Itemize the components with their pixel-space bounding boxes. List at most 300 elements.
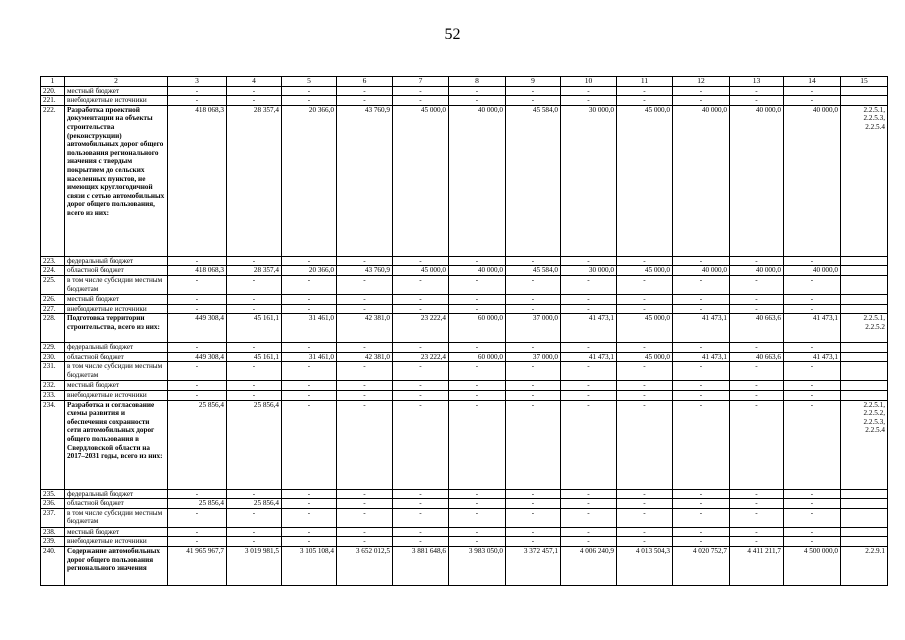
value-cell: 42 381,0 [337, 352, 393, 362]
value-cell: - [282, 527, 337, 537]
value-cell: 449 308,4 [168, 352, 227, 362]
table-row [41, 314, 888, 343]
value-cell: - [784, 390, 841, 400]
row-label: Подготовка территории строительства, всего из них: [65, 314, 168, 343]
value-cell: - [506, 527, 561, 537]
table-row [41, 527, 888, 537]
table-row [41, 105, 888, 256]
value-cell: - [730, 304, 784, 314]
row-reference: 2.2.9.1 [841, 546, 888, 585]
value-cell: - [337, 256, 393, 266]
table-row [41, 266, 888, 276]
value-cell: 3 652 012,5 [337, 546, 393, 585]
value-cell: - [168, 294, 227, 304]
value-cell: - [730, 381, 784, 391]
value-cell: 3 019 981,5 [227, 546, 282, 585]
row-label: областной бюджет [65, 499, 168, 509]
value-cell: - [227, 343, 282, 353]
header-cell: 3 [168, 77, 227, 87]
row-label: Разработка проектной документации на объекты строительства (реконструкции) автомобильных дорог общего пользования регионального значения с твердым покрытием до сельских населенных пунктов, не имеющих круглогодичной связи с сетью автомобильных дорог общего пользования, всего из них: [65, 105, 168, 256]
table-row [41, 352, 888, 362]
value-cell: 40 000,0 [673, 105, 730, 256]
value-cell: 4 500 000,0 [784, 546, 841, 585]
value-cell: - [393, 381, 449, 391]
value-cell: - [282, 304, 337, 314]
value-cell: - [506, 275, 561, 294]
value-cell: - [784, 381, 841, 391]
table-row [41, 508, 888, 527]
value-cell: 45 584,0 [506, 105, 561, 256]
value-cell: 60 000,0 [449, 352, 506, 362]
value-cell: 40 000,0 [784, 105, 841, 256]
value-cell: - [282, 537, 337, 547]
value-cell: - [561, 86, 617, 96]
value-cell: 40 000,0 [730, 105, 784, 256]
value-cell: - [561, 527, 617, 537]
value-cell: - [393, 294, 449, 304]
row-number: 234. [41, 400, 65, 489]
value-cell: - [227, 489, 282, 499]
value-cell: - [617, 275, 673, 294]
value-cell: 41 473,1 [784, 352, 841, 362]
value-cell: - [506, 489, 561, 499]
row-number: 238. [41, 527, 65, 537]
value-cell: - [561, 537, 617, 547]
row-number: 232. [41, 381, 65, 391]
row-reference: 2.2.5.1, 2.2.5.3, 2.2.5.4 [841, 105, 888, 256]
value-cell: 45 000,0 [617, 266, 673, 276]
value-cell: 4 020 752,7 [673, 546, 730, 585]
value-cell: 25 856,4 [227, 400, 282, 489]
value-cell: - [506, 86, 561, 96]
value-cell: - [168, 275, 227, 294]
value-cell: - [617, 508, 673, 527]
value-cell: - [337, 275, 393, 294]
value-cell: - [227, 294, 282, 304]
header-cell: 15 [841, 77, 888, 87]
value-cell: - [673, 275, 730, 294]
value-cell: - [449, 499, 506, 509]
value-cell: - [227, 304, 282, 314]
value-cell: - [449, 86, 506, 96]
value-cell: - [730, 489, 784, 499]
budget-table [40, 76, 888, 586]
row-reference [841, 537, 888, 547]
page-number: 52 [444, 26, 461, 43]
value-cell: - [673, 86, 730, 96]
value-cell: - [730, 86, 784, 96]
row-reference [841, 508, 888, 527]
value-cell: 20 366,0 [282, 266, 337, 276]
row-label: внебюджетные источники [65, 304, 168, 314]
value-cell: - [506, 499, 561, 509]
value-cell: - [730, 527, 784, 537]
value-cell: - [337, 294, 393, 304]
value-cell: 37 000,0 [506, 352, 561, 362]
table-body [41, 77, 888, 586]
row-number: 227. [41, 304, 65, 314]
table-row [41, 256, 888, 266]
value-cell: - [449, 381, 506, 391]
value-cell: - [282, 86, 337, 96]
value-cell: - [784, 489, 841, 499]
value-cell: - [282, 489, 337, 499]
value-cell: - [730, 400, 784, 489]
table-row [41, 304, 888, 314]
row-number: 240. [41, 546, 65, 585]
value-cell: - [617, 294, 673, 304]
value-cell: - [282, 499, 337, 509]
value-cell: - [449, 390, 506, 400]
value-cell: - [617, 381, 673, 391]
value-cell: - [673, 527, 730, 537]
value-cell: 4 006 240,9 [561, 546, 617, 585]
row-reference [841, 362, 888, 381]
value-cell: - [393, 489, 449, 499]
value-cell: - [393, 275, 449, 294]
value-cell: - [673, 508, 730, 527]
row-label: местный бюджет [65, 381, 168, 391]
value-cell: - [506, 508, 561, 527]
value-cell: - [227, 390, 282, 400]
value-cell: - [337, 96, 393, 106]
value-cell: - [617, 256, 673, 266]
value-cell: - [282, 508, 337, 527]
value-cell: - [282, 381, 337, 391]
value-cell: - [784, 362, 841, 381]
table-row [41, 86, 888, 96]
value-cell: - [784, 343, 841, 353]
value-cell: - [168, 537, 227, 547]
value-cell: - [393, 96, 449, 106]
row-reference [841, 294, 888, 304]
row-label: областной бюджет [65, 352, 168, 362]
table-row [41, 294, 888, 304]
value-cell: - [561, 489, 617, 499]
value-cell: 45 000,0 [393, 266, 449, 276]
value-cell: - [393, 362, 449, 381]
value-cell: - [784, 96, 841, 106]
header-cell: 10 [561, 77, 617, 87]
value-cell: - [337, 537, 393, 547]
value-cell: 25 856,4 [227, 499, 282, 509]
value-cell: - [673, 343, 730, 353]
value-cell: - [449, 275, 506, 294]
value-cell: 23 222,4 [393, 314, 449, 343]
value-cell: - [449, 256, 506, 266]
value-cell: - [227, 508, 282, 527]
value-cell: 31 461,0 [282, 314, 337, 343]
value-cell: - [730, 362, 784, 381]
value-cell: - [168, 381, 227, 391]
header-cell: 14 [784, 77, 841, 87]
value-cell: - [561, 390, 617, 400]
value-cell: - [561, 96, 617, 106]
value-cell: - [617, 343, 673, 353]
value-cell: 3 881 648,6 [393, 546, 449, 585]
value-cell: - [784, 256, 841, 266]
value-cell: - [784, 275, 841, 294]
value-cell: - [393, 390, 449, 400]
value-cell: - [449, 294, 506, 304]
header-row [41, 77, 888, 87]
value-cell: - [282, 343, 337, 353]
value-cell: 43 760,9 [337, 266, 393, 276]
table-row [41, 499, 888, 509]
value-cell: - [282, 362, 337, 381]
row-reference [841, 86, 888, 96]
row-number: 239. [41, 537, 65, 547]
value-cell: 45 161,1 [227, 314, 282, 343]
value-cell: - [561, 499, 617, 509]
value-cell: - [168, 96, 227, 106]
value-cell: - [337, 527, 393, 537]
value-cell: - [337, 508, 393, 527]
value-cell: - [730, 537, 784, 547]
value-cell: - [784, 400, 841, 489]
value-cell: - [673, 489, 730, 499]
value-cell: 4 411 211,7 [730, 546, 784, 585]
value-cell: 25 856,4 [168, 400, 227, 489]
value-cell: - [506, 362, 561, 381]
value-cell: - [227, 362, 282, 381]
row-number: 221. [41, 96, 65, 106]
value-cell: - [227, 96, 282, 106]
value-cell: 60 000,0 [449, 314, 506, 343]
value-cell: - [617, 96, 673, 106]
value-cell: - [617, 527, 673, 537]
value-cell: - [784, 499, 841, 509]
value-cell: 418 068,3 [168, 105, 227, 256]
value-cell: - [506, 294, 561, 304]
row-reference [841, 489, 888, 499]
row-label: федеральный бюджет [65, 256, 168, 266]
value-cell: 37 000,0 [506, 314, 561, 343]
value-cell: - [168, 362, 227, 381]
value-cell: - [449, 96, 506, 106]
header-cell: 4 [227, 77, 282, 87]
value-cell: 4 013 504,3 [617, 546, 673, 585]
row-number: 228. [41, 314, 65, 343]
value-cell: - [168, 527, 227, 537]
value-cell: - [506, 400, 561, 489]
value-cell: 40 663,6 [730, 314, 784, 343]
value-cell: - [337, 390, 393, 400]
value-cell: - [337, 400, 393, 489]
value-cell: - [561, 381, 617, 391]
row-reference [841, 499, 888, 509]
value-cell: - [168, 256, 227, 266]
row-number: 230. [41, 352, 65, 362]
row-reference [841, 527, 888, 537]
value-cell: - [449, 537, 506, 547]
row-label: внебюджетные источники [65, 96, 168, 106]
value-cell: 41 965 967,7 [168, 546, 227, 585]
row-number: 229. [41, 343, 65, 353]
row-reference [841, 275, 888, 294]
value-cell: - [449, 400, 506, 489]
row-number: 220. [41, 86, 65, 96]
value-cell: - [337, 381, 393, 391]
row-number: 237. [41, 508, 65, 527]
value-cell: - [673, 362, 730, 381]
value-cell: - [784, 537, 841, 547]
value-cell: 45 000,0 [617, 105, 673, 256]
row-label: федеральный бюджет [65, 343, 168, 353]
value-cell: 28 357,4 [227, 266, 282, 276]
value-cell: 40 663,6 [730, 352, 784, 362]
value-cell: - [227, 256, 282, 266]
value-cell: - [282, 256, 337, 266]
table-row [41, 362, 888, 381]
value-cell: 28 357,4 [227, 105, 282, 256]
value-cell: - [337, 489, 393, 499]
value-cell: - [449, 362, 506, 381]
value-cell: - [337, 86, 393, 96]
value-cell: 45 000,0 [617, 352, 673, 362]
value-cell: 20 366,0 [282, 105, 337, 256]
value-cell: - [168, 343, 227, 353]
row-number: 236. [41, 499, 65, 509]
value-cell: - [506, 96, 561, 106]
value-cell: - [617, 537, 673, 547]
header-cell: 5 [282, 77, 337, 87]
row-label: внебюджетные источники [65, 390, 168, 400]
value-cell: 3 372 457,1 [506, 546, 561, 585]
value-cell: - [393, 86, 449, 96]
value-cell: - [449, 304, 506, 314]
value-cell: 40 000,0 [673, 266, 730, 276]
header-cell: 2 [65, 77, 168, 87]
value-cell: - [673, 294, 730, 304]
value-cell: - [227, 381, 282, 391]
value-cell: - [617, 390, 673, 400]
value-cell: - [393, 343, 449, 353]
value-cell: - [393, 499, 449, 509]
value-cell: - [673, 499, 730, 509]
value-cell: - [730, 343, 784, 353]
row-label: Разработка и согласование схемы развития и обеспечения сохранности сети автомобильных дорог общего пользования в Свердловской области на 2017–2031 годы, всего из них: [65, 400, 168, 489]
value-cell: - [730, 275, 784, 294]
value-cell: 23 222,4 [393, 352, 449, 362]
row-label: в том числе субсидии местным бюджетам [65, 508, 168, 527]
row-number: 235. [41, 489, 65, 499]
value-cell: - [227, 86, 282, 96]
value-cell: - [673, 256, 730, 266]
value-cell: - [168, 508, 227, 527]
value-cell: - [393, 508, 449, 527]
row-number: 233. [41, 390, 65, 400]
value-cell: - [617, 499, 673, 509]
value-cell: - [506, 343, 561, 353]
value-cell: - [506, 390, 561, 400]
table-row [41, 275, 888, 294]
value-cell: 40 000,0 [730, 266, 784, 276]
row-label: областной бюджет [65, 266, 168, 276]
value-cell: - [449, 343, 506, 353]
row-reference [841, 390, 888, 400]
value-cell: - [673, 381, 730, 391]
value-cell: - [784, 508, 841, 527]
row-reference: 2.2.5.1, 2.2.5.2 [841, 314, 888, 343]
value-cell: - [449, 527, 506, 537]
row-number: 226. [41, 294, 65, 304]
value-cell: - [561, 508, 617, 527]
row-label: внебюджетные источники [65, 537, 168, 547]
row-label: местный бюджет [65, 294, 168, 304]
table-row [41, 489, 888, 499]
value-cell: 42 381,0 [337, 314, 393, 343]
value-cell: - [449, 508, 506, 527]
row-label: местный бюджет [65, 527, 168, 537]
value-cell: - [673, 537, 730, 547]
value-cell: 3 983 050,0 [449, 546, 506, 585]
value-cell: - [282, 400, 337, 489]
value-cell: - [730, 96, 784, 106]
value-cell: - [393, 537, 449, 547]
row-reference [841, 352, 888, 362]
value-cell: 418 068,3 [168, 266, 227, 276]
value-cell: - [617, 304, 673, 314]
header-cell: 11 [617, 77, 673, 87]
header-cell: 12 [673, 77, 730, 87]
value-cell: - [506, 256, 561, 266]
value-cell: - [617, 362, 673, 381]
header-cell: 9 [506, 77, 561, 87]
value-cell: - [784, 294, 841, 304]
value-cell: - [561, 343, 617, 353]
header-cell: 7 [393, 77, 449, 87]
row-label: местный бюджет [65, 86, 168, 96]
value-cell: 31 461,0 [282, 352, 337, 362]
header-cell: 1 [41, 77, 65, 87]
value-cell: - [730, 390, 784, 400]
row-label: Содержание автомобильных дорог общего пользования регионального значения [65, 546, 168, 585]
row-number: 231. [41, 362, 65, 381]
value-cell: - [673, 96, 730, 106]
value-cell: 41 473,1 [673, 314, 730, 343]
value-cell: - [673, 304, 730, 314]
value-cell: - [730, 499, 784, 509]
value-cell: - [227, 275, 282, 294]
row-number: 224. [41, 266, 65, 276]
value-cell: - [393, 527, 449, 537]
value-cell: - [673, 390, 730, 400]
value-cell: 40 000,0 [449, 266, 506, 276]
value-cell: - [617, 489, 673, 499]
row-label: в том числе субсидии местным бюджетам [65, 362, 168, 381]
row-reference [841, 343, 888, 353]
value-cell: 41 473,1 [784, 314, 841, 343]
value-cell: - [227, 527, 282, 537]
value-cell: 43 760,9 [337, 105, 393, 256]
row-label: в том числе субсидии местным бюджетам [65, 275, 168, 294]
value-cell: - [561, 400, 617, 489]
value-cell: - [506, 537, 561, 547]
value-cell: - [784, 86, 841, 96]
value-cell: - [784, 304, 841, 314]
table-row [41, 546, 888, 585]
value-cell: - [673, 400, 730, 489]
value-cell: - [337, 343, 393, 353]
value-cell: - [168, 304, 227, 314]
value-cell: - [393, 256, 449, 266]
row-label: федеральный бюджет [65, 489, 168, 499]
value-cell: - [449, 489, 506, 499]
row-number: 223. [41, 256, 65, 266]
value-cell: - [282, 96, 337, 106]
value-cell: - [617, 400, 673, 489]
